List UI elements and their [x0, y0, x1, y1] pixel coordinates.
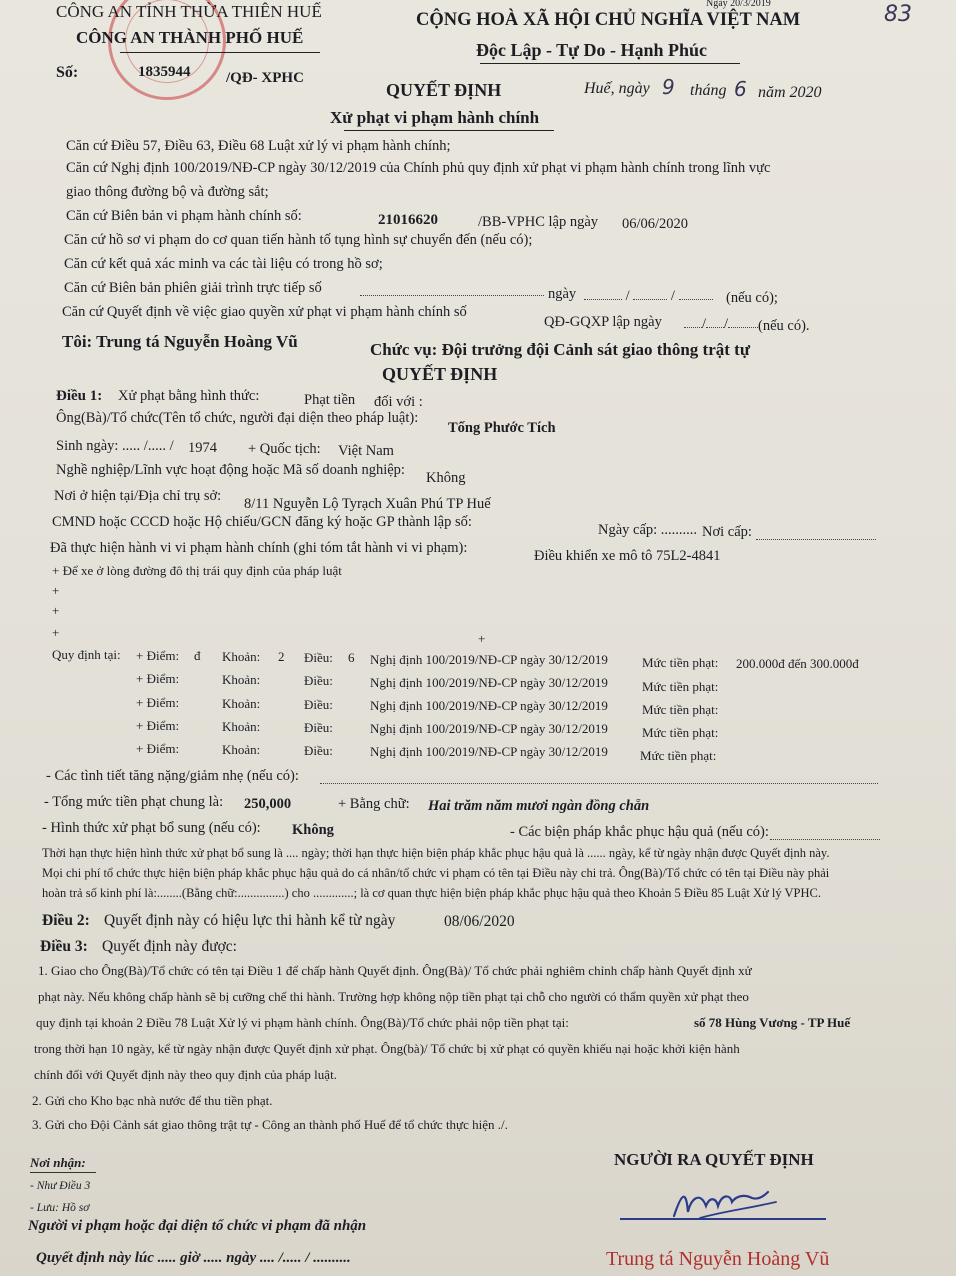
violation-item-1: + Để xe ở lòng đường đô thị trái quy định của pháp luật: [52, 563, 342, 578]
national-motto: Độc Lập - Tự Do - Hạnh Phúc: [476, 40, 708, 60]
basis-line-7-date-label: ngày: [548, 286, 577, 302]
id-issue-date: Ngày cấp: ..........: [598, 522, 698, 538]
violation-item-4: +: [52, 625, 60, 640]
penalty-form: Phạt tiền: [304, 392, 356, 408]
basis-record-date: 06/06/2020: [622, 216, 689, 232]
effective-date: 08/06/2020: [444, 913, 515, 930]
basis-line-2: Căn cứ Nghị định 100/2019/NĐ-CP ngày 30/12/2019 của Chính phủ quy định xử phạt vi phạm hành chính trong lĩnh vực: [66, 160, 771, 176]
reg-khoan: 2: [278, 649, 285, 664]
reg-khoan-label: Khoản:: [222, 649, 261, 664]
official-position: Chức vụ: Đội trưởng đội Cảnh sát giao thông trật tự: [370, 340, 751, 359]
basis-line-8-label: Căn cứ Quyết định về việc giao quyền xử phạt vi phạm hành chính số: [62, 304, 467, 320]
basis-line-7-fill: [360, 284, 544, 301]
reg-diem-label: + Điểm:: [136, 741, 180, 756]
reg-diem-label: + Điểm:: [136, 648, 180, 663]
reg-fine-label: Mức tiền phạt:: [642, 655, 719, 670]
article-2-text: Quyết định này có hiệu lực thi hành kể từ ngày: [104, 912, 396, 929]
reg-khoan-label: Khoản:: [222, 672, 261, 687]
basis-record-label: Căn cứ Biên bản vi phạm hành chính số:: [66, 208, 302, 224]
reg-khoan-label: Khoản:: [222, 719, 261, 734]
penalty-target: đối với :: [374, 394, 423, 410]
article-3-p3: 3. Gửi cho Đội Cảnh sát giao thông trật tự - Công an thành phố Huế để tổ chức thực hiện ./.: [32, 1117, 508, 1132]
recipients-underline: [30, 1172, 96, 1173]
basis-line-1: Căn cứ Điều 57, Điều 63, Điều 68 Luật xử lý vi phạm hành chính;: [66, 138, 451, 154]
violation-item-5: +: [478, 631, 486, 646]
article-1-label: Điều 1:: [56, 388, 103, 404]
org-province: CÔNG AN TỈNH THỪA THIÊN HUẾ: [56, 2, 322, 21]
basis-line-8-note: (nếu có).: [758, 318, 810, 334]
violation-item-3: +: [52, 603, 60, 618]
dob-year: 1974: [188, 440, 217, 456]
reg-dieu-label: Điều:: [304, 673, 333, 688]
reg-dieu-label: Điều:: [304, 743, 333, 758]
circumstances-fill: [320, 772, 878, 789]
violation-vehicle: Điều khiển xe mô tô 75L2-4841: [534, 548, 721, 564]
signature-underline: [620, 1218, 826, 1220]
additional-penalty-label: - Hình thức xử phạt bổ sung (nếu có):: [42, 820, 261, 836]
decision-year: năm 2020: [758, 84, 822, 101]
dob-label: Sinh ngày: ..... /..... /: [56, 438, 174, 454]
id-issue-place-label: Nơi cấp:: [702, 524, 752, 540]
address-label: Nơi ở hiện tại/Địa chỉ trụ sở:: [54, 488, 222, 504]
remedy-label: - Các biện pháp khắc phục hậu quả (nếu có):: [510, 824, 769, 840]
article-3-p1-line-1: 1. Giao cho Ông(Bà)/Tổ chức có tên tại Điều 1 để chấp hành Quyết định. Ông(Bà)/ Tổ chức phải nghiêm chỉnh chấp hành Quyết định xử: [38, 963, 752, 978]
article-3-p2: 2. Gửi cho Kho bạc nhà nước để thu tiền phạt.: [32, 1093, 273, 1108]
basis-line-5: Căn cứ hồ sơ vi phạm do cơ quan tiến hành tố tụng hình sự chuyển đến (nếu có);: [64, 232, 533, 248]
reg-fine-label: Mức tiền phạt:: [642, 702, 719, 717]
reg-fine-label: Mức tiền phạt:: [642, 679, 719, 694]
article-3-text: Quyết định này được:: [102, 938, 237, 955]
reg-diem: đ: [194, 648, 201, 663]
receipt-line-2: Quyết định này lúc ..... giờ ..... ngày .... /..... / ..........: [36, 1250, 351, 1266]
reg-fine: 200.000đ đến 300.000đ: [736, 656, 859, 671]
payment-place: số 78 Hùng Vương - TP Huế: [694, 1015, 851, 1030]
basis-record-rest: /BB-VPHC lập ngày: [478, 214, 599, 230]
basis-record-number: 21016620: [378, 212, 438, 228]
violation-label: Đã thực hiện hành vi vi phạm hành chính (ghi tóm tắt hành vi vi phạm):: [50, 540, 468, 556]
reg-decree: Nghị định 100/2019/NĐ-CP ngày 30/12/2019: [370, 721, 608, 736]
total-fine-label: - Tổng mức tiền phạt chung là:: [44, 794, 224, 810]
signer-name: Trung tá Nguyễn Hoàng Vũ: [606, 1248, 830, 1270]
basis-line-3: giao thông đường bộ và đường sắt;: [66, 184, 269, 200]
reg-dieu-label: Điều:: [304, 697, 333, 712]
reg-decree: Nghị định 100/2019/NĐ-CP ngày 30/12/2019: [370, 698, 608, 713]
decision-month: 6: [734, 77, 747, 101]
page-number-handwritten: 83: [884, 2, 912, 27]
occupation-value: Không: [426, 470, 466, 486]
article-3-p1-line-4: trong thời hạn 10 ngày, kể từ ngày nhận được Quyết định xử phạt. Ông(bà)/ Tổ chức bị xử phạt có quyền khiếu nại hoặc khởi kiện hành: [34, 1041, 740, 1056]
org-city: CÔNG AN THÀNH PHỐ HUẾ: [76, 28, 304, 47]
official-name: Tôi: Trung tá Nguyễn Hoàng Vũ: [62, 332, 298, 351]
month-label: tháng: [690, 82, 727, 99]
signer-title: NGƯỜI RA QUYẾT ĐỊNH: [614, 1150, 814, 1169]
violation-item-2: +: [52, 583, 60, 598]
article-2-label: Điều 2:: [42, 912, 90, 929]
document-subtitle: Xử phạt vi phạm hành chính: [330, 108, 540, 127]
reg-decree: Nghị định 100/2019/NĐ-CP ngày 30/12/2019: [370, 652, 608, 667]
place-date-prefix: Huế, ngày: [584, 80, 650, 97]
decision-number: 1835944: [138, 64, 191, 80]
receipt-line-1: Người vi phạm hoặc đại diện tổ chức vi phạm đã nhận: [28, 1218, 367, 1234]
subtitle-underline: [344, 130, 554, 131]
header-left-rule: [120, 52, 320, 53]
id-doc-label: CMND hoặc CCCD hoặc Hộ chiếu/GCN đăng ký hoặc GP thành lập số:: [52, 514, 472, 530]
reg-dieu: 6: [348, 650, 355, 665]
reg-decree: Nghị định 100/2019/NĐ-CP ngày 30/12/2019: [370, 675, 608, 690]
nationality-value: Việt Nam: [338, 443, 394, 459]
address-value: 8/11 Nguyễn Lộ Tyrạch Xuân Phú TP Huế: [244, 496, 491, 512]
reg-fine-label: Mức tiền phạt:: [642, 725, 719, 740]
basis-line-8-date-fill: / /: [684, 316, 758, 333]
regulations-label: Quy định tại:: [52, 647, 121, 662]
violator-label: Ông(Bà)/Tổ chức(Tên tổ chức, người đại diện theo pháp luật):: [56, 410, 419, 426]
reg-decree: Nghị định 100/2019/NĐ-CP ngày 30/12/2019: [370, 744, 608, 759]
handwritten-signature: [660, 1172, 780, 1232]
corner-date: Ngày 20/3/2019: [706, 0, 771, 9]
recipient-1: - Như Điều 3: [30, 1180, 91, 1192]
basis-line-7-label: Căn cứ Biên bản phiên giải trình trực tiếp số: [64, 280, 322, 296]
note-line-2: Mọi chi phí tổ chức thực hiện biện pháp khắc phục hậu quả do cá nhân/tổ chức vi phạm có tên tại Điều này chi trả. Ông(Bà)/Tổ chức có tên tại Điều này phải: [42, 866, 830, 880]
reg-diem-label: + Điểm:: [136, 695, 180, 710]
decision-day: 9: [662, 75, 675, 99]
article-3-p1-line-5: chính đối với Quyết định này theo quy định của pháp luật.: [34, 1067, 337, 1082]
reg-dieu-label: Điều:: [304, 720, 333, 735]
additional-penalty-value: Không: [292, 822, 334, 838]
nationality-label: + Quốc tịch:: [248, 441, 321, 457]
recipients-label: Nơi nhận:: [30, 1155, 86, 1170]
motto-underline: [480, 63, 740, 64]
circumstances-label: - Các tình tiết tăng nặng/giảm nhẹ (nếu có):: [46, 768, 299, 784]
so-label: Số:: [56, 64, 79, 81]
total-fine-value: 250,000: [244, 796, 292, 812]
reg-diem-label: + Điểm:: [136, 718, 180, 733]
basis-line-7-date-fill: / /: [584, 288, 713, 305]
nation-name: CỘNG HOÀ XÃ HỘI CHỦ NGHĨA VIỆT NAM: [416, 10, 801, 30]
violator-name: Tống Phước Tích: [448, 420, 556, 436]
remedy-fill: [770, 828, 880, 845]
occupation-label: Nghề nghiệp/Lĩnh vực hoạt động hoặc Mã số doanh nghiệp:: [56, 462, 405, 478]
id-issue-place-fill: [756, 528, 876, 545]
amount-in-words-label: + Bằng chữ:: [338, 796, 410, 812]
reg-khoan-label: Khoản:: [222, 696, 261, 711]
reg-khoan-label: Khoản:: [222, 742, 261, 757]
article-3-label: Điều 3:: [40, 938, 88, 955]
decision-number-suffix: /QĐ- XPHC: [226, 70, 304, 86]
decide-heading: QUYẾT ĐỊNH: [382, 364, 498, 384]
document-title: QUYẾT ĐỊNH: [386, 80, 502, 100]
article-1-text: Xử phạt bằng hình thức:: [118, 388, 260, 404]
basis-line-7-note: (nếu có);: [726, 290, 778, 306]
reg-fine-label: Mức tiền phạt:: [640, 748, 717, 763]
article-3-p1-line-2: phạt này. Nếu không chấp hành sẽ bị cưỡng chế thi hành. Trường hợp không nộp tiền phạt tại chỗ cho người có thẩm quyền xử phạt theo: [38, 989, 749, 1004]
basis-line-8-middle: QĐ-GQXP lập ngày: [544, 314, 662, 330]
reg-diem-label: + Điểm:: [136, 671, 180, 686]
article-3-p1-line-3: quy định tại khoản 2 Điều 78 Luật Xử lý vi phạm hành chính. Ông(Bà)/Tổ chức phải nộp tiền phạt tại:: [36, 1015, 569, 1030]
note-line-3: hoàn trả số kinh phí là:........(Bằng chữ:...............) cho .............; là cơ quan thực hiện biện pháp khắc phục hậu quả theo Khoản 5 Điều 85 Luật Xử lý VPHC.: [42, 886, 821, 900]
note-line-1: Thời hạn thực hiện hình thức xử phạt bổ sung là .... ngày; thời hạn thực hiện biện pháp khắc phục hậu quả là ...... ngày, kể từ ngày nhận được Quyết định này.: [42, 846, 830, 860]
recipient-2: - Lưu: Hồ sơ: [30, 1202, 90, 1214]
amount-in-words: Hai trăm năm mươi ngàn đồng chẵn: [428, 798, 650, 814]
basis-line-6: Căn cứ kết quả xác minh va các tài liệu có trong hồ sơ;: [64, 256, 383, 272]
reg-dieu-label: Điều:: [304, 650, 333, 665]
